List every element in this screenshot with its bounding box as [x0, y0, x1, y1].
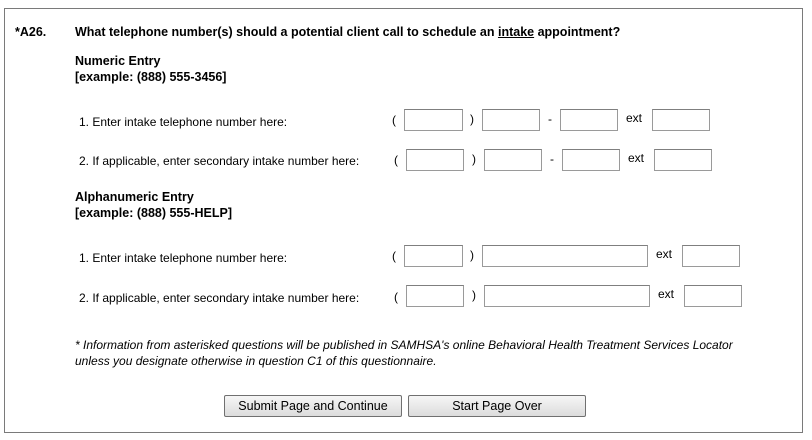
numeric-row2-area-code-input[interactable]	[406, 149, 464, 171]
alpha-row2-label: 2. If applicable, enter secondary intake number here:	[79, 291, 360, 305]
alpha-row2-ext-label: ext	[658, 287, 675, 301]
alpha-row1-label: 1. Enter intake telephone number here:	[79, 251, 288, 265]
numeric-row2-dash: -	[550, 152, 554, 166]
numeric-row1-dash: -	[548, 112, 552, 126]
alpha-row1-ext-label: ext	[656, 247, 673, 261]
numeric-row2-label: 2. If applicable, enter secondary intake number here:	[79, 154, 360, 168]
numeric-row2-ext-input[interactable]	[654, 149, 712, 171]
question-text: What telephone number(s) should a potential client call to schedule an intake appointment?	[75, 25, 621, 39]
alpha-row2-area-code-input[interactable]	[406, 285, 464, 307]
numeric-row1-area-code-input[interactable]	[404, 109, 463, 131]
numeric-row1-label: 1. Enter intake telephone number here:	[79, 115, 288, 129]
start-page-over-button[interactable]: Start Page Over	[408, 395, 586, 417]
alpha-row2-number-input[interactable]	[484, 285, 650, 307]
submit-page-button[interactable]: Submit Page and Continue	[224, 395, 402, 417]
alpha-row1-ext-input[interactable]	[682, 245, 740, 267]
alpha-row1-close-paren: )	[470, 248, 474, 262]
numeric-row1-prefix-input[interactable]	[482, 109, 540, 131]
numeric-row2-line-input[interactable]	[562, 149, 620, 171]
alpha-row1-open-paren: (	[392, 249, 396, 263]
alpha-row2-open-paren: (	[394, 290, 398, 304]
alphanumeric-entry-example: [example: (888) 555-HELP]	[75, 206, 233, 220]
alpha-row2-ext-input[interactable]	[684, 285, 742, 307]
alpha-row1-area-code-input[interactable]	[404, 245, 463, 267]
numeric-row2-ext-label: ext	[628, 151, 645, 165]
intake-underline: intake	[497, 25, 535, 39]
numeric-row2-close-paren: )	[472, 152, 476, 166]
alpha-row2-close-paren: )	[472, 288, 476, 302]
numeric-row2-open-paren: (	[394, 153, 398, 167]
numeric-row1-ext-label: ext	[626, 111, 643, 125]
numeric-entry-example: [example: (888) 555-3456]	[75, 70, 227, 84]
alpha-row1-number-input[interactable]	[482, 245, 648, 267]
numeric-row1-line-input[interactable]	[560, 109, 618, 131]
numeric-row1-open-paren: (	[392, 113, 396, 127]
numeric-row1-ext-input[interactable]	[652, 109, 710, 131]
publication-note-line1: * Information from asterisked questions will be published in SAMHSA's online Behavioral Health Treatment Services Locator	[75, 338, 733, 352]
alphanumeric-entry-heading: Alphanumeric Entry	[75, 190, 194, 204]
publication-note-line2: unless you designate otherwise in question C1 of this questionnaire.	[75, 354, 437, 368]
numeric-row2-prefix-input[interactable]	[484, 149, 542, 171]
numeric-entry-heading: Numeric Entry	[75, 54, 161, 68]
question-number: *A26.	[15, 25, 47, 39]
numeric-row1-close-paren: )	[470, 112, 474, 126]
